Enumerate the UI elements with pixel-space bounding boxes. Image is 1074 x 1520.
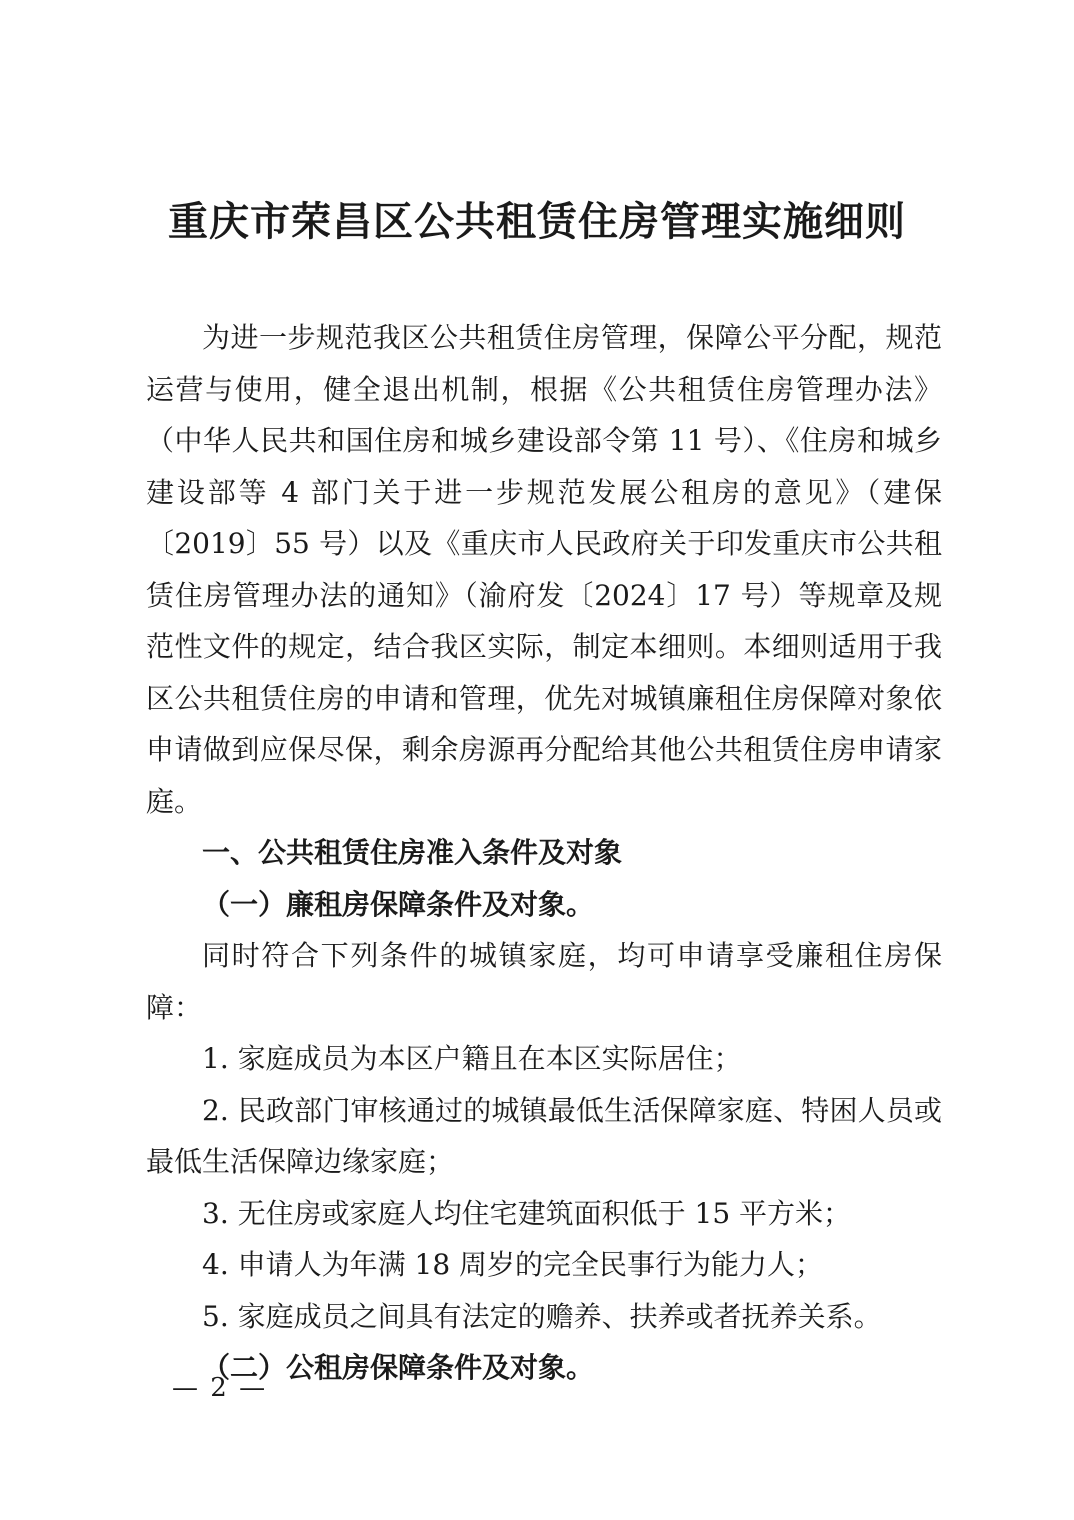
intro-paragraph: 为进一步规范我区公共租赁住房管理，保障公平分配，规范运营与使用，健全退出机制，根据《公共租赁住房管理办法》（中华人民共和国住房和城乡建设部令第 11 号）、《住房和城乡建设部等 4 部门关于进一步规范发展公租房的意见》（建保〔2019〕55 号）以及《重庆市人民政府关于印发重庆市公共租赁住房管理办法的通知》（渝府发〔2024〕17 号）等规章及规范性文件的规定，结合我区实际，制定本细则。本细则适用于我区公共租赁住房的申请和管理，优先对城镇廉租住房保障对象依申请做到应保尽保，剩余房源再分配给其他公共租赁住房申请家庭。: [146, 321, 942, 818]
condition-item-4: 4. 申请人为年满 18 周岁的完全民事行为能力人；: [202, 1248, 824, 1281]
document-title: 重庆市荣昌区公共租赁住房管理实施细则: [168, 198, 906, 245]
page-number: — 2 —: [172, 1373, 268, 1403]
subsection-heading-1: （一）廉租房保障条件及对象。: [202, 887, 595, 921]
subsection-heading-2: （二）公租房保障条件及对象。: [202, 1351, 595, 1384]
condition-item-1: 1. 家庭成员为本区户籍且在本区实际居住；: [202, 1042, 742, 1075]
condition-item-3: 3. 无住房或家庭人均住宅建筑面积低于 15 平方米；: [202, 1196, 852, 1230]
document-body: [146, 312, 942, 1394]
section-heading-1: 一、公共租赁住房准入条件及对象: [202, 836, 623, 869]
condition-item-2: 2. 民政部门审核通过的城镇最低生活保障家庭、特困人员或最低生活保障边缘家庭；: [146, 1093, 942, 1178]
conditions-intro-paragraph: 同时符合下列条件的城镇家庭，均可申请享受廉租住房保障：: [146, 939, 942, 1024]
condition-item-5: 5. 家庭成员之间具有法定的赡养、扶养或者抚养关系。: [202, 1299, 882, 1333]
